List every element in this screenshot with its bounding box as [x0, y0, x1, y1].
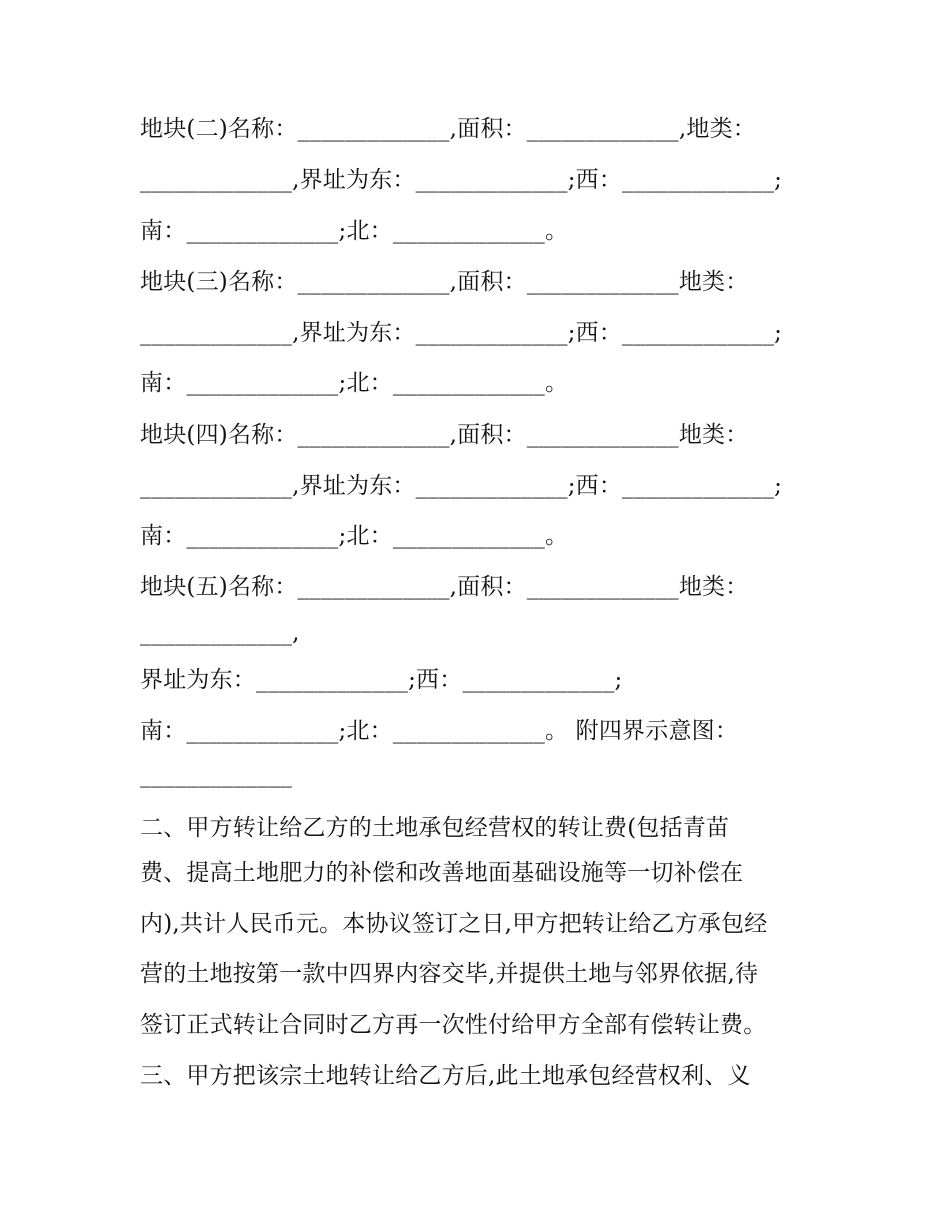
- plot-4-boundary-south-north-line: 南：_____________;北：_____________。: [140, 523, 569, 549]
- plot-4-name-area-type-line: 地块(四)名称：_____________,面积：_____________地类：: [140, 422, 749, 448]
- plot-5-boundary-south-north-line: 南：_____________;北：_____________。 附四界示意图：: [140, 718, 739, 744]
- plot-2-boundary-east-west-line: _____________,界址为东：_____________;西：_____________;: [140, 167, 783, 193]
- plot-3-boundary-east-west-line: _____________,界址为东：_____________;西：_____________;: [140, 320, 783, 346]
- plot-3-boundary-south-north-line: 南：_____________;北：_____________。: [140, 370, 569, 396]
- clause-2-paragraph-line: 内),共计人民币元。本协议签订之日,甲方把转让给乙方承包经: [140, 911, 768, 937]
- plot-5-boundary-east-west-line: 界址为东：_____________;西：_____________;: [140, 667, 623, 693]
- clause-3-paragraph-line: 三、甲方把该宗土地转让给乙方后,此土地承包经营权利、义: [140, 1063, 751, 1089]
- plot-2-boundary-south-north-line: 南：_____________;北：_____________。: [140, 218, 569, 244]
- plot-5-name-area-type-line: 地块(五)名称：_____________,面积：_____________地类：: [140, 574, 749, 600]
- clause-2-paragraph-line: 营的土地按第一款中四界内容交毕,并提供土地与邻界依据,待: [140, 961, 759, 987]
- plot-4-boundary-east-west-line: _____________,界址为东：_____________;西：_____________;: [140, 473, 783, 499]
- boundary-diagram-blank-line: _____________: [140, 762, 293, 788]
- plot-2-name-area-type-line: 地块(二)名称：_____________,面积：_____________,地类：: [140, 116, 756, 142]
- plot-5-type-blank-line: _____________,: [140, 620, 300, 646]
- plot-3-name-area-type-line: 地块(三)名称：_____________,面积：_____________地类：: [140, 269, 749, 295]
- clause-2-paragraph-line: 费、提高土地肥力的补偿和改善地面基础设施等一切补偿在: [140, 860, 744, 886]
- clause-2-paragraph-line: 二、甲方转让给乙方的土地承包经营权的转让费(包括青苗: [140, 815, 730, 841]
- clause-2-paragraph-line: 签订正式转让合同时乙方再一次性付给甲方全部有偿转让费。: [140, 1012, 767, 1038]
